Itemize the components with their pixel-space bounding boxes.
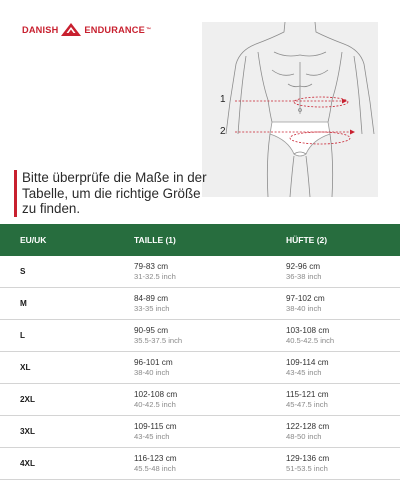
waist-inch: 33-35 inch	[134, 303, 170, 313]
size-cell: 3XL	[20, 427, 36, 436]
waist-inch: 43-45 inch	[134, 431, 170, 441]
brand-logo	[22, 23, 151, 37]
trademark-symbol: ™	[145, 27, 152, 33]
hip-cell	[286, 390, 329, 410]
waist-cell	[134, 358, 173, 378]
waist-cm: 116-123 cm	[134, 453, 177, 463]
marker-1-label: 1	[220, 94, 226, 105]
hip-inch: 51-53.5 inch	[286, 463, 328, 473]
hip-cm: 129-136 cm	[286, 453, 330, 463]
hip-cm: 92-96 cm	[286, 261, 321, 271]
size-cell: L	[20, 331, 26, 340]
hip-cm: 122-128 cm	[286, 421, 330, 431]
size-cell: 4XL	[20, 459, 36, 468]
waist-cm: 109-115 cm	[134, 421, 177, 431]
waist-cell	[134, 454, 177, 474]
size-cell: S	[20, 267, 26, 276]
hip-inch: 48-50 inch	[286, 431, 322, 441]
table-header-row	[0, 224, 400, 256]
hip-inch: 43-45 inch	[286, 367, 322, 377]
size-cell: M	[20, 299, 27, 308]
table-row	[0, 256, 400, 288]
hip-inch: 45-47.5 inch	[286, 399, 328, 409]
size-cell: 2XL	[20, 395, 36, 404]
table-row	[0, 288, 400, 320]
hip-inch: 36-38 inch	[286, 271, 322, 281]
hip-cm: 97-102 cm	[286, 293, 325, 303]
mountain-logo-icon	[61, 23, 81, 38]
waist-inch: 31-32.5 inch	[134, 271, 176, 281]
hip-cell	[286, 454, 329, 474]
brand-name-left: DANISH	[22, 25, 59, 35]
waist-cell	[134, 262, 176, 282]
hip-cm: 103-108 cm	[286, 325, 330, 335]
body-outline-illustration	[202, 22, 378, 197]
table-row	[0, 448, 400, 480]
hip-cm: 115-121 cm	[286, 389, 329, 399]
header-size: EU/UK	[20, 235, 47, 245]
hip-cell	[286, 294, 325, 314]
marker-2-label: 2	[220, 126, 226, 137]
waist-cell	[134, 326, 182, 346]
waist-inch: 35.5-37.5 inch	[134, 335, 183, 345]
hip-inch: 38-40 inch	[286, 303, 322, 313]
hip-cm: 109-114 cm	[286, 357, 329, 367]
waist-inch: 45.5-48 inch	[134, 463, 176, 473]
hip-cell	[286, 422, 329, 442]
hip-cell	[286, 326, 334, 346]
hip-cell	[286, 358, 329, 378]
waist-cm: 96-101 cm	[134, 357, 173, 367]
size-table	[0, 224, 400, 480]
header-hip: HÜFTE (2)	[286, 235, 328, 245]
table-row	[0, 384, 400, 416]
size-cell: XL	[20, 363, 31, 372]
waist-inch: 38-40 inch	[134, 367, 170, 377]
waist-cm: 90-95 cm	[134, 325, 169, 335]
table-row	[0, 320, 400, 352]
measurement-figure	[202, 22, 378, 197]
waist-cm: 102-108 cm	[134, 389, 178, 399]
waist-cell	[134, 294, 169, 314]
waist-cm: 79-83 cm	[134, 261, 169, 271]
waist-inch: 40-42.5 inch	[134, 399, 176, 409]
waist-cell	[134, 390, 177, 410]
intro-text: Bitte überprüfe die Maße in der Tabelle, um die richtige Größe zu finden.	[14, 170, 212, 217]
waist-cm: 84-89 cm	[134, 293, 169, 303]
waist-cell	[134, 422, 177, 442]
hip-inch: 40.5-42.5 inch	[286, 335, 335, 345]
header-waist: TAILLE (1)	[134, 235, 176, 245]
hip-cell	[286, 262, 321, 282]
brand-name-right: ENDURANCE	[84, 25, 145, 35]
table-row	[0, 416, 400, 448]
table-row	[0, 352, 400, 384]
